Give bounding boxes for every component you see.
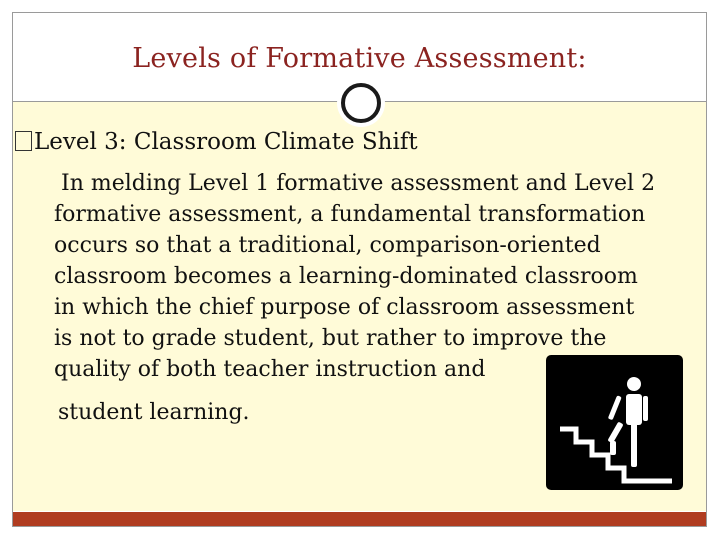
circle-divider-icon: [341, 83, 381, 123]
body-line: occurs so that a traditional, comparison-oriented: [54, 233, 601, 258]
person-climbing-stairs-icon: [546, 355, 683, 490]
body-line: In melding Level 1 formative assessment and Level 2: [61, 171, 656, 196]
body-line: is not to grade student, but rather to improve the: [54, 326, 607, 351]
body-line: in which the chief purpose of classroom assessment: [54, 295, 635, 320]
footer-band: [13, 511, 706, 526]
square-bullet-icon: [15, 131, 32, 151]
body-line: classroom becomes a learning-dominated classroom: [54, 264, 638, 289]
body-line: formative assessment, a fundamental transformation: [54, 202, 646, 227]
body-line: quality of both teacher instruction and: [54, 357, 486, 382]
slide-title: Levels of Formative Assessment:: [132, 43, 587, 74]
bullet-heading: [15, 129, 418, 155]
heading-text: Level 3: Classroom Climate Shift: [34, 129, 418, 155]
body-line: student learning.: [58, 400, 250, 425]
slide: [12, 12, 707, 527]
